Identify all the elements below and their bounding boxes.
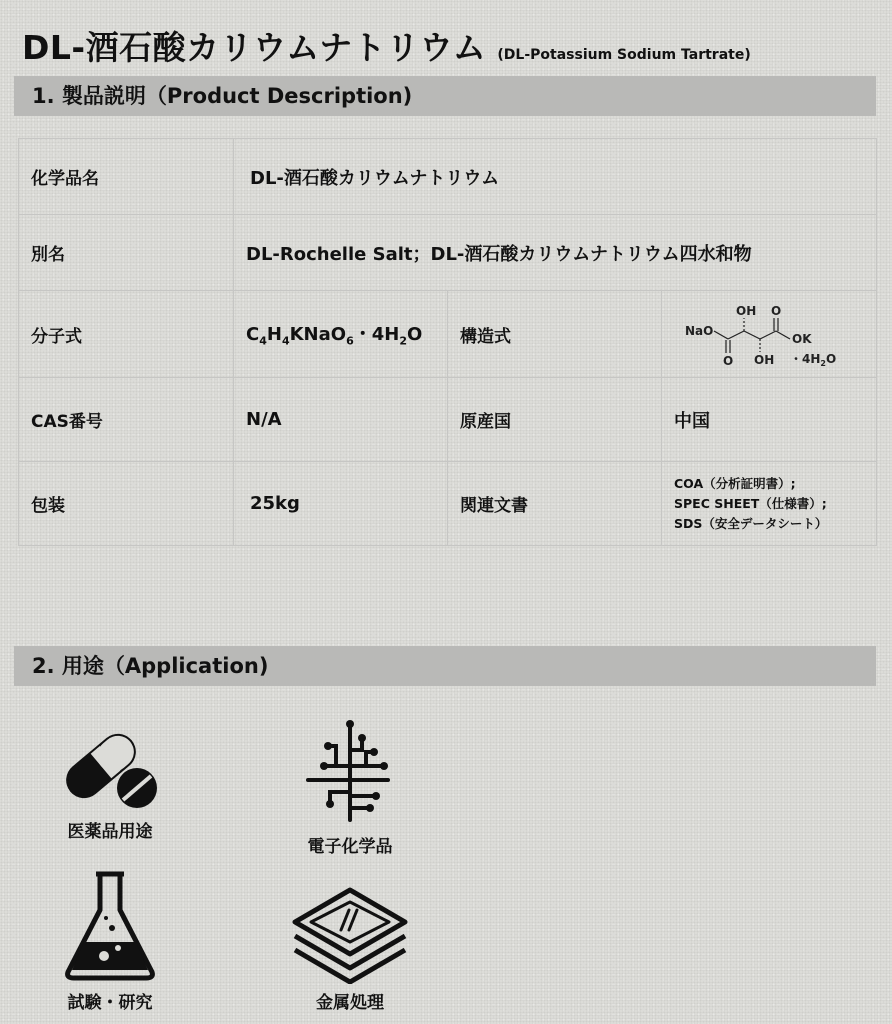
application-label: 医薬品用途 [67, 822, 153, 842]
origin-label: 原産国 [448, 378, 662, 462]
page-title [22, 22, 751, 69]
table-row [19, 139, 877, 215]
chemical-name-value: DL-酒石酸カリウムナトリウム [234, 139, 877, 215]
alias-label: 別名 [19, 215, 234, 291]
table-row [19, 378, 877, 462]
structure-oh-bottom: OH [754, 353, 775, 367]
application-label: 試験・研究 [67, 993, 153, 1013]
flask-icon [60, 868, 160, 984]
formula-label: 分子式 [19, 291, 234, 378]
package-value: 25kg [234, 462, 448, 546]
structural-formula-diagram [662, 291, 876, 377]
structure-ok: OK [792, 332, 812, 346]
application-pharma [30, 728, 190, 842]
structure-label: 構造式 [448, 291, 662, 378]
table-row [19, 215, 877, 291]
structure-o-bottom: O [723, 354, 734, 368]
application-metal [270, 884, 430, 1013]
table-row [19, 462, 877, 546]
docs-label: 関連文書 [448, 462, 662, 546]
structure-o-top: O [771, 304, 782, 318]
structure-nao: NaO [685, 324, 714, 338]
cas-value: N/A [234, 378, 448, 462]
application-research [30, 868, 190, 1013]
section-header-description: 1. 製品説明（Product Description) [14, 76, 876, 116]
docs-value [662, 462, 877, 546]
table-row [19, 291, 877, 378]
section-header-application: 2. 用途（Application) [14, 646, 876, 686]
metal-layers-icon [285, 884, 415, 984]
applications-grid [0, 700, 892, 1024]
application-electronics [270, 716, 430, 857]
product-name-title: DL-酒石酸カリウムナトリウム [22, 28, 487, 67]
svg-text:・4H2O: ・$4H_2O$ [790, 352, 837, 368]
formula-value: $C_4H_4KNaO_6$・$4H_2O$ [234, 291, 448, 378]
product-spec-table [18, 138, 877, 546]
circuit-icon [300, 716, 400, 828]
origin-value: 中国 [662, 378, 877, 462]
doc-coa: COA（分析証明書）; [674, 475, 796, 491]
structure-oh-top: OH [736, 304, 757, 318]
structure-cell [662, 291, 877, 378]
application-label: 電子化学品 [307, 837, 393, 857]
product-english-name: (DL-Potassium Sodium Tartrate) [497, 47, 751, 63]
capsule-pill-icon [55, 728, 165, 813]
package-label: 包装 [19, 462, 234, 546]
doc-sds: SDS（安全データシート） [674, 515, 828, 531]
chemical-name-label: 化学品名 [19, 139, 234, 215]
doc-spec-sheet: SPEC SHEET（仕様書）; [674, 495, 827, 511]
application-label: 金属処理 [316, 993, 384, 1013]
alias-value: DL-Rochelle Salt；DL-酒石酸カリウムナトリウム四水和物 [234, 215, 877, 291]
cas-label: CAS番号 [19, 378, 234, 462]
